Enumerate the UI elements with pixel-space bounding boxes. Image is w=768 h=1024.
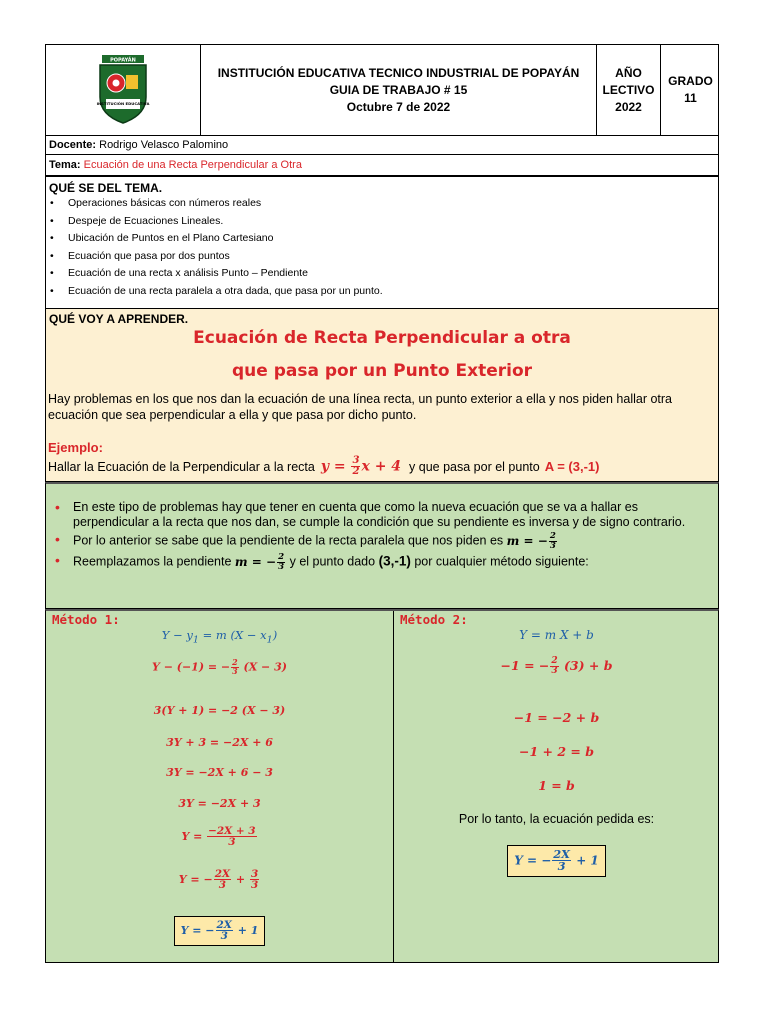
year-label-1: AÑO: [615, 65, 642, 80]
year-label-2: LECTIVO: [602, 82, 655, 97]
note-text: y el punto dado: [289, 554, 376, 569]
learn-heading-1: Ecuación de Recta Perpendicular a otra: [193, 328, 571, 348]
know-section: [45, 177, 719, 309]
method2-result-wrap: [393, 845, 720, 877]
methods-section: [45, 609, 719, 963]
learn-title: QUÉ VOY A APRENDER.: [49, 312, 189, 326]
method1-result-wrap: [46, 916, 393, 946]
example-label: Ejemplo:: [48, 440, 103, 455]
guide-number: GUIA DE TRABAJO # 15: [329, 82, 468, 97]
method1-step: 3Y + 3 = −2X + 6: [166, 736, 273, 749]
method2-title: Método 2:: [400, 612, 468, 627]
method1-step: 3(Y + 1) = −2 (X − 3): [153, 704, 286, 717]
know-list: [49, 195, 715, 300]
method2-conclusion: Por lo tanto, la ecuación pedida es:: [458, 812, 655, 826]
method2-step: −1 = − $\frac{2}{3}$ (3) + b: [500, 656, 613, 676]
method2-step: 1 = b: [538, 778, 575, 793]
notes-section: [45, 482, 719, 609]
example-point: A = (3,-1): [544, 459, 600, 475]
example-pre: Hallar la Ecuación de la Perpendicular a la recta: [48, 459, 315, 474]
know-item: • Ecuación que pasa por dos puntos: [49, 248, 715, 266]
note-text: Por lo anterior se sabe que la pendiente de la recta paralela que nos piden es: [73, 533, 504, 548]
given-point: (3,-1): [378, 553, 411, 569]
learn-intro: Hay problemas en los que nos dan la ecuación de una línea recta, un punto exterior a ella y nos piden hallar otra ecuación que sea perpendicular a ella y que pasa por dicho punto.: [48, 392, 673, 422]
method1-step: Y − (−1) = − $\frac{2}{3}$ (X − 3): [152, 658, 287, 676]
topic-row: [45, 155, 719, 177]
learn-section: [45, 309, 719, 482]
topic-label: Tema:: [49, 159, 81, 171]
notes-list: [46, 500, 714, 575]
method1-step: $Y - y_1 = m$ $(X - x_1)$: [161, 628, 278, 646]
slope-value: m = − $\frac{2}{3}$: [506, 531, 556, 551]
note-text: por cualquier método siguiente:: [414, 554, 589, 569]
method2-step: −1 + 2 = b: [519, 744, 594, 759]
teacher-row: [45, 136, 719, 155]
header-table: [45, 44, 719, 136]
method2-step: Y = m X + b: [519, 628, 594, 642]
method2-step: −1 = −2 + b: [513, 710, 600, 725]
year-value: 2022: [615, 99, 642, 114]
note-item: [46, 532, 714, 550]
note-item: [46, 553, 714, 571]
grade-value: 11: [684, 91, 697, 105]
method2-result: Y = − $\frac{2X}{3}$ + 1: [507, 845, 606, 877]
example-line: [48, 456, 599, 477]
year-cell: [597, 45, 661, 135]
topic-value: Ecuación de una Recta Perpendicular a Otra: [83, 159, 302, 171]
teacher-name: Rodrigo Velasco Palomino: [99, 139, 229, 151]
know-item: • Ubicación de Puntos en el Plano Cartesiano: [49, 230, 715, 248]
grade-label: GRADO: [668, 74, 713, 88]
know-item: • Ecuación de una recta paralela a otra dada, que pasa por un punto.: [49, 283, 715, 301]
method1-result: Y = − $\frac{2X}{3}$ + 1: [174, 916, 266, 946]
method1-step: Y = $\frac{-2X + 3}{3}$: [181, 825, 256, 849]
logo-cell: [46, 45, 201, 135]
method1-step: 3Y = −2X + 3: [178, 797, 261, 810]
teacher-label: Docente:: [49, 139, 97, 151]
logo-bottom-text: INSTITUCIÓN EDUCATIVA: [96, 101, 150, 106]
given-line-equation: y = $\frac{3}{2}$ x + 4: [320, 455, 402, 478]
method1-step: 3Y = −2X + 6 − 3: [166, 766, 273, 779]
know-title: QUÉ SE DEL TEMA.: [49, 181, 163, 195]
know-item: • Ecuación de una recta x análisis Punto – Pendiente: [49, 265, 715, 283]
learn-heading-2: que pasa por un Punto Exterior: [231, 361, 533, 381]
institution-name: INSTITUCIÓN EDUCATIVA TECNICO INDUSTRIAL DE POPAYÁN: [217, 65, 580, 80]
know-item: • Despeje de Ecuaciones Lineales.: [49, 213, 715, 231]
logo-text: POPAYÁN: [110, 57, 136, 64]
grade-cell: [661, 45, 720, 135]
example-mid: y que pasa por el punto: [409, 459, 540, 474]
note-item: • En este tipo de problemas hay que tener en cuenta que como la nueva ecuación que se va a hallar es perpendicular a la recta que nos dan, se cumple la condición que su pendiente es inversa y de signo contrario.: [46, 500, 714, 529]
method1-title: Método 1:: [52, 612, 120, 627]
school-logo: [92, 53, 154, 127]
guide-date: Octubre 7 de 2022: [346, 99, 451, 114]
method1-step: Y = − $\frac{2X}{3}$ + $\frac{3}{3}$: [178, 868, 259, 892]
note-text: Reemplazamos la pendiente: [73, 554, 232, 569]
title-cell: [201, 45, 597, 135]
slope-value: m = − $\frac{2}{3}$: [234, 552, 285, 572]
know-item: • Operaciones básicas con números reales: [49, 195, 715, 213]
